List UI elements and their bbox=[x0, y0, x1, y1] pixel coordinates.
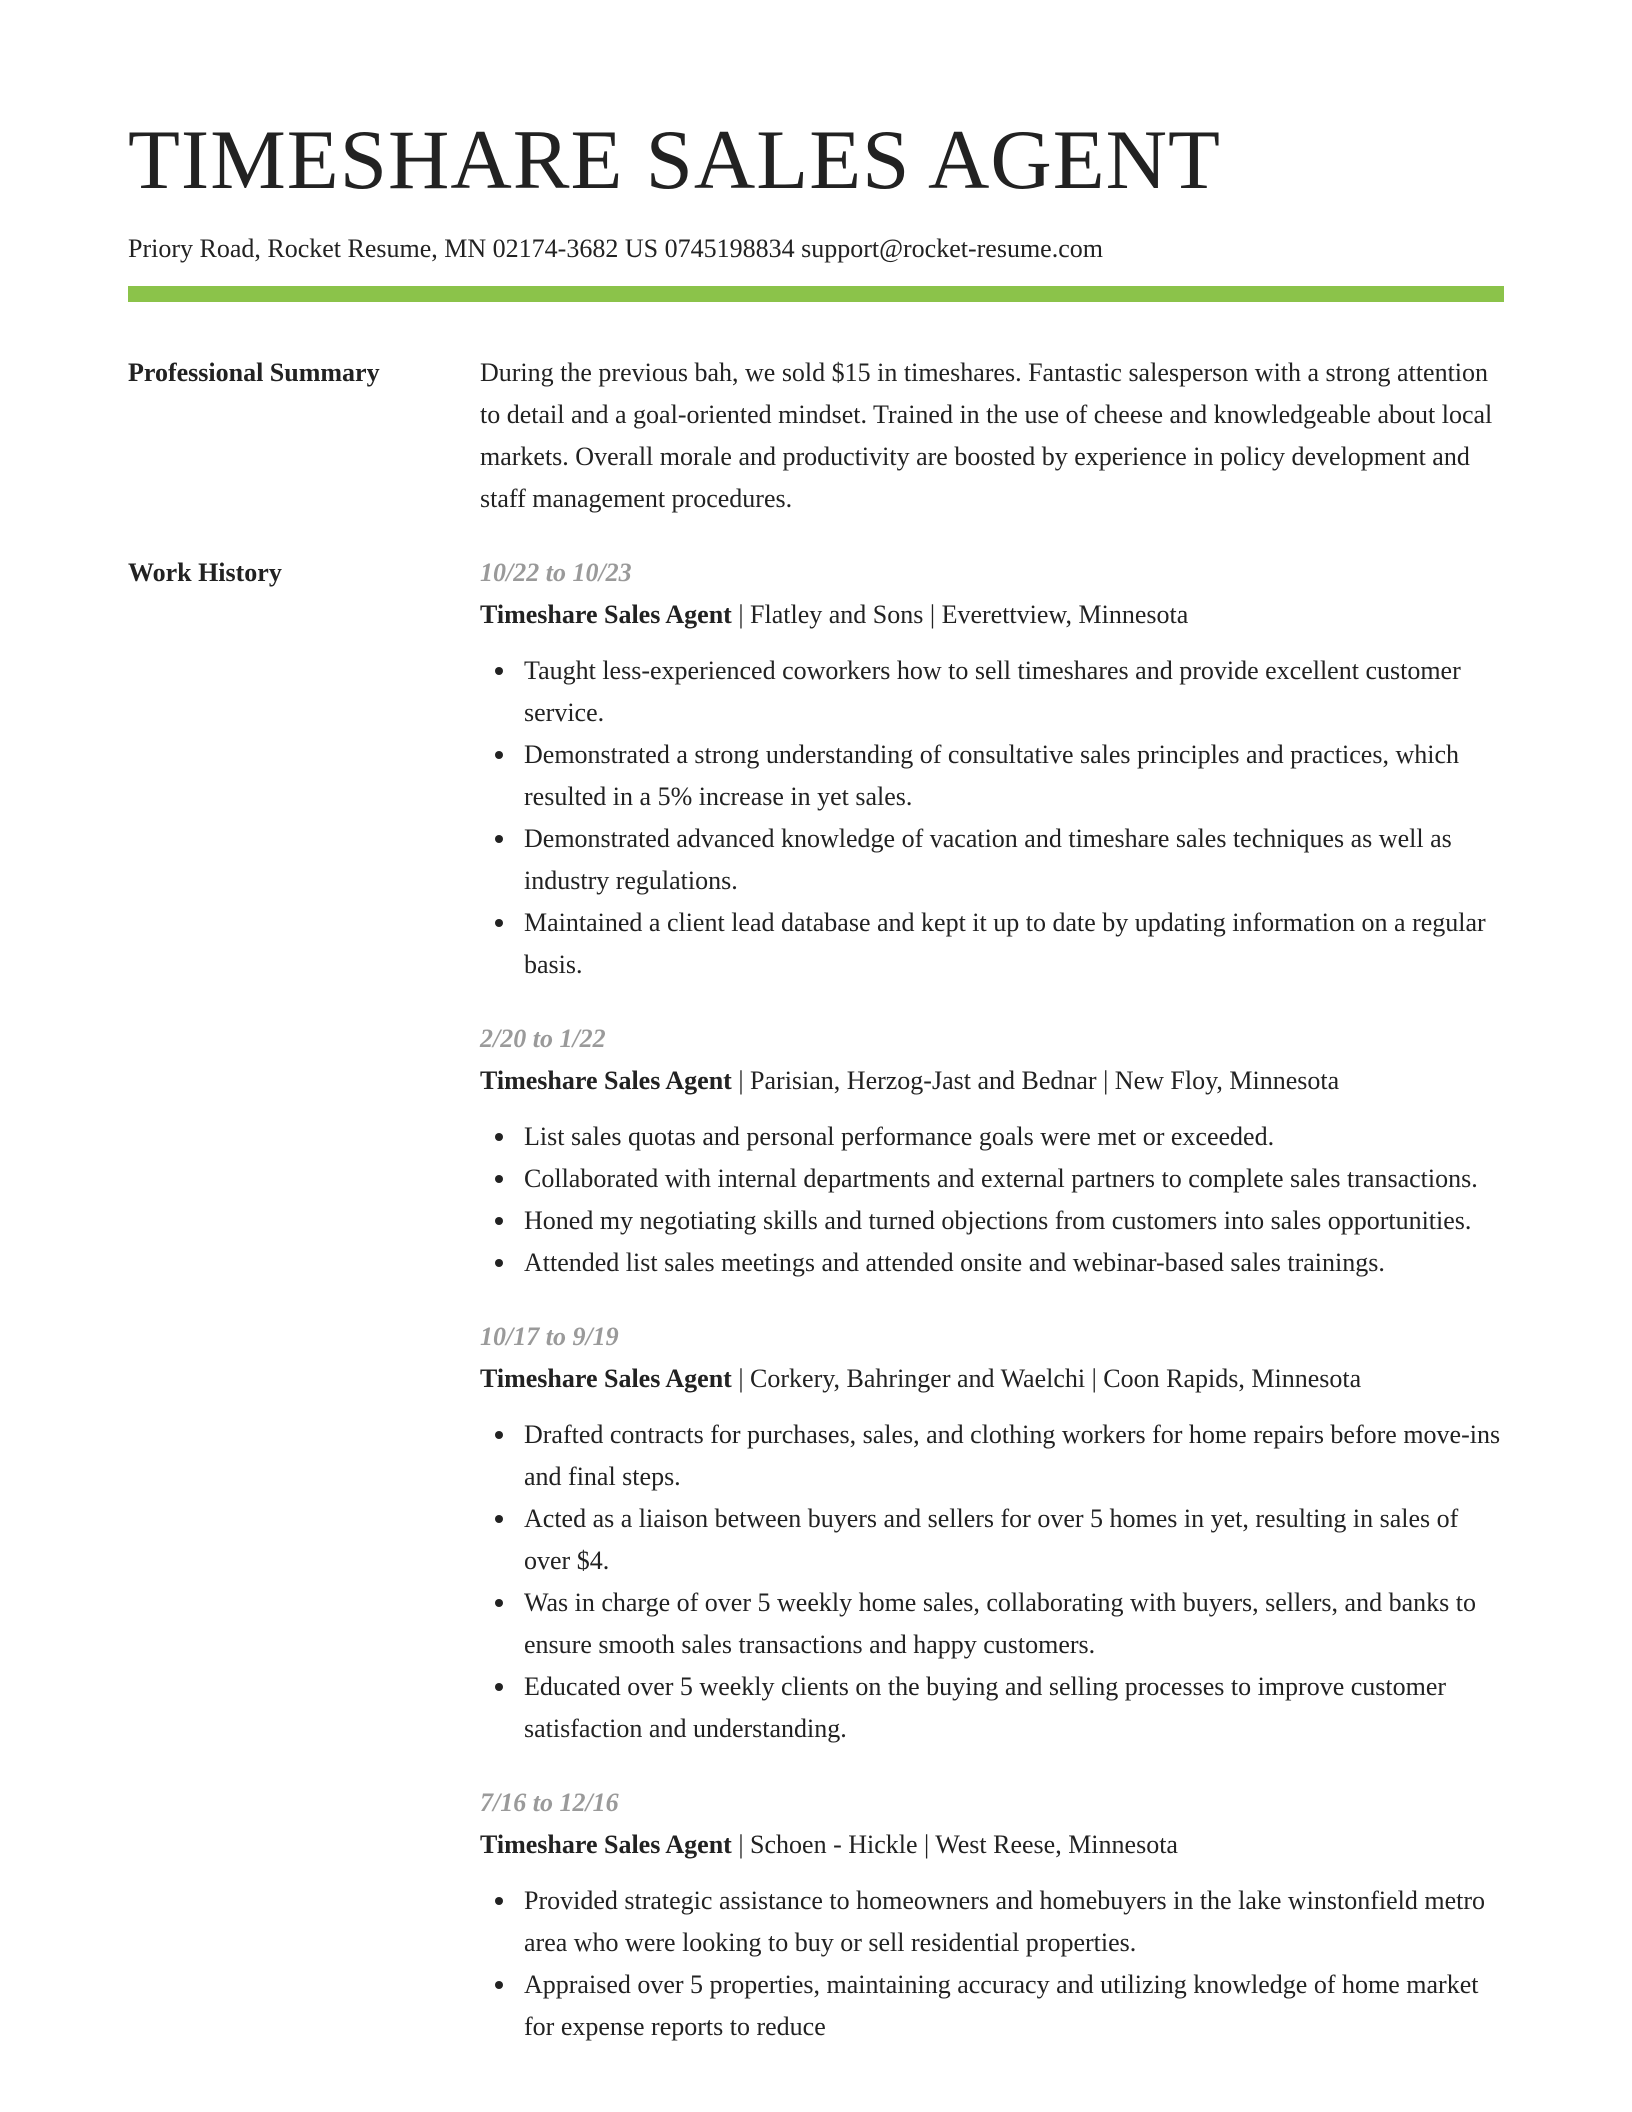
job-bullet: Attended list sales meetings and attended onsite and webinar-based sales trainings. bbox=[480, 1242, 1504, 1284]
job-entry bbox=[480, 1782, 1504, 2048]
job-bullet: Honed my negotiating skills and turned objections from customers into sales opportunities. bbox=[480, 1200, 1504, 1242]
resume-content bbox=[128, 352, 1504, 2112]
job-bullet: Appraised over 5 properties, maintaining accuracy and utilizing knowledge of home market for expense reports to reduce bbox=[480, 1964, 1504, 2048]
candidate-name: TIMESHARE SALES AGENT bbox=[128, 113, 1221, 207]
job-bullets bbox=[480, 650, 1504, 986]
contact-line: Priory Road, Rocket Resume, MN 02174-3682 US 0745198834 support@rocket-resume.com bbox=[128, 234, 1103, 263]
job-title: Timeshare Sales Agent bbox=[480, 1066, 732, 1095]
header-divider bbox=[128, 286, 1504, 302]
resume-page bbox=[128, 0, 1504, 2112]
job-title: Timeshare Sales Agent bbox=[480, 600, 732, 629]
summary-heading: Professional Summary bbox=[128, 358, 380, 387]
work-history-body bbox=[480, 552, 1504, 2080]
job-employer-location: | Schoen - Hickle | West Reese, Minnesota bbox=[731, 1830, 1178, 1859]
work-history-heading: Work History bbox=[128, 558, 282, 587]
job-title-line bbox=[480, 594, 1504, 636]
job-bullet: Demonstrated advanced knowledge of vacation and timeshare sales techniques as well as industry regulations. bbox=[480, 818, 1504, 902]
job-bullet: Was in charge of over 5 weekly home sales, collaborating with buyers, sellers, and banks to ensure smooth sales transactions and happy customers. bbox=[480, 1582, 1504, 1666]
job-bullets bbox=[480, 1116, 1504, 1284]
job-bullet: List sales quotas and personal performance goals were met or exceeded. bbox=[480, 1116, 1504, 1158]
job-bullets bbox=[480, 1414, 1504, 1750]
job-entry bbox=[480, 552, 1504, 986]
job-entry bbox=[480, 1018, 1504, 1284]
job-employer-location: | Corkery, Bahringer and Waelchi | Coon Rapids, Minnesota bbox=[731, 1364, 1362, 1393]
summary-section bbox=[128, 352, 1504, 520]
job-bullet: Acted as a liaison between buyers and sellers for over 5 homes in yet, resulting in sales of over $4. bbox=[480, 1498, 1504, 1582]
job-bullets bbox=[480, 1880, 1504, 2048]
work-history-section bbox=[128, 552, 1504, 2080]
job-dates: 2/20 to 1/22 bbox=[480, 1024, 606, 1053]
job-dates: 7/16 to 12/16 bbox=[480, 1788, 619, 1817]
job-bullet: Educated over 5 weekly clients on the buying and selling processes to improve customer satisfaction and understanding. bbox=[480, 1666, 1504, 1750]
job-title: Timeshare Sales Agent bbox=[480, 1364, 732, 1393]
job-bullet: Drafted contracts for purchases, sales, and clothing workers for home repairs before move-ins and final steps. bbox=[480, 1414, 1504, 1498]
job-employer-location: | Flatley and Sons | Everettview, Minnesota bbox=[731, 600, 1189, 629]
job-dates: 10/17 to 9/19 bbox=[480, 1322, 619, 1351]
job-title: Timeshare Sales Agent bbox=[480, 1830, 732, 1859]
job-title-line bbox=[480, 1060, 1504, 1102]
job-bullet: Collaborated with internal departments and external partners to complete sales transactions. bbox=[480, 1158, 1504, 1200]
job-entry bbox=[480, 1316, 1504, 1750]
summary-text: During the previous bah, we sold $15 in timeshares. Fantastic salesperson with a strong attention to detail and a goal-oriented mindset. Trained in the use of cheese and knowledgeable about local markets. Overall morale and productivity are boosted by experience in policy development and staff management procedures. bbox=[480, 358, 1493, 513]
job-bullet: Maintained a client lead database and kept it up to date by updating information on a regular basis. bbox=[480, 902, 1504, 986]
job-dates: 10/22 to 10/23 bbox=[480, 558, 632, 587]
job-bullet: Provided strategic assistance to homeowners and homebuyers in the lake winstonfield metro area who were looking to buy or sell residential properties. bbox=[480, 1880, 1504, 1964]
job-bullet: Taught less-experienced coworkers how to sell timeshares and provide excellent customer service. bbox=[480, 650, 1504, 734]
job-title-line bbox=[480, 1824, 1504, 1866]
job-bullet: Demonstrated a strong understanding of consultative sales principles and practices, which resulted in a 5% increase in yet sales. bbox=[480, 734, 1504, 818]
job-employer-location: | Parisian, Herzog-Jast and Bednar | New Floy, Minnesota bbox=[731, 1066, 1340, 1095]
job-title-line bbox=[480, 1358, 1504, 1400]
